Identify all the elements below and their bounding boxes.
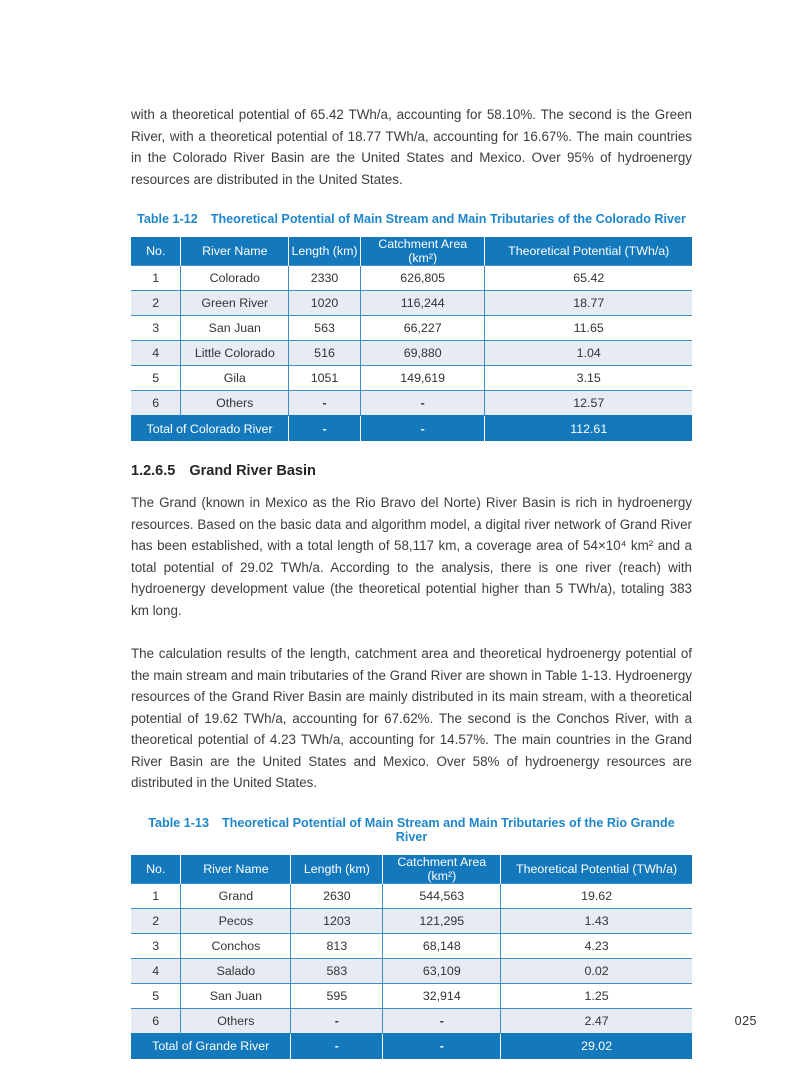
- table-cell: 121,295: [383, 908, 501, 933]
- table-cell: 5: [131, 983, 181, 1008]
- table-cell: 1.43: [501, 908, 692, 933]
- table-cell: 1.04: [485, 341, 692, 366]
- column-header: No.: [131, 237, 181, 266]
- table-caption-label: Table 1-13: [148, 815, 209, 830]
- table-cell: -: [291, 1008, 383, 1033]
- table-cell: 516: [289, 341, 361, 366]
- table-cell: Gila: [181, 366, 289, 391]
- section-number: 1.2.6.5: [131, 463, 176, 479]
- table-cell: 1: [131, 883, 181, 908]
- table-cell: Green River: [181, 291, 289, 316]
- table-cell: Little Colorado: [181, 341, 289, 366]
- total-row-cell: 29.02: [501, 1033, 692, 1059]
- table-cell: 813: [291, 933, 383, 958]
- table-caption-label: Table 1-12: [137, 212, 198, 226]
- table-cell: 68,148: [383, 933, 501, 958]
- table-row: [131, 391, 692, 416]
- total-row-cell: -: [360, 416, 485, 442]
- section-title: Grand River Basin: [189, 463, 316, 479]
- table-cell: Colorado: [181, 266, 289, 291]
- table-cell: -: [360, 391, 485, 416]
- table-cell: Others: [181, 1008, 291, 1033]
- table-cell: 583: [291, 958, 383, 983]
- table-cell: Salado: [181, 958, 291, 983]
- table-cell: 32,914: [383, 983, 501, 1008]
- table-cell: 3.15: [485, 366, 692, 391]
- page-number: 025: [734, 1014, 757, 1028]
- paragraph-grand-basin-intro: The Grand (known in Mexico as the Rio Bravo del Norte) River Basin is rich in hydroenergy resources. Based on the basic data and algorithm model, a digital river network of Grand River has been established, with a total length of 58,117 km, a coverage area of 54×10⁴ km² and a total potential of 29.02 TWh/a. According to the analysis, there is one river (reach) with hydroenergy development value (the theoretical potential higher than 5 TWh/a), totaling 383 km long.: [131, 495, 692, 618]
- total-row-cell: 112.61: [485, 416, 692, 442]
- column-header: Length (km): [289, 237, 361, 266]
- table-1-12-block: [131, 212, 692, 441]
- table-cell: 19.62: [501, 883, 692, 908]
- column-header: River Name: [181, 237, 289, 266]
- table-row: [131, 983, 692, 1008]
- table-total-row: [131, 416, 692, 442]
- paragraph-colorado-summary: with a theoretical potential of 65.42 TWh/a, accounting for 58.10%. The second is the Green River, with a theoretical potential of 18.77 TWh/a, accounting for 16.67%. The main countries in the Colorado River Basin are the United States and Mexico. Over 95% of hydroenergy resources are distributed in the United States.: [131, 107, 692, 187]
- table-row: [131, 933, 692, 958]
- table-cell: 65.42: [485, 266, 692, 291]
- column-header: Theoretical Potential (TWh/a): [485, 237, 692, 266]
- table-1-13-block: [131, 816, 692, 1059]
- table-cell: 626,805: [360, 266, 485, 291]
- table-cell: -: [383, 1008, 501, 1033]
- table-cell: 1051: [289, 366, 361, 391]
- column-header: Catchment Area (km²): [360, 237, 485, 266]
- table-cell: Others: [181, 391, 289, 416]
- table-cell: 63,109: [383, 958, 501, 983]
- table-cell: 6: [131, 391, 181, 416]
- table-cell: Grand: [181, 883, 291, 908]
- table-cell: 2: [131, 908, 181, 933]
- total-row-cell: -: [383, 1033, 501, 1059]
- table-1-13-caption: [131, 816, 692, 844]
- table-row: [131, 366, 692, 391]
- table-cell: 0.02: [501, 958, 692, 983]
- table-cell: 2630: [291, 883, 383, 908]
- section-heading: [131, 463, 692, 479]
- table-cell: 18.77: [485, 291, 692, 316]
- table-cell: 1: [131, 266, 181, 291]
- table-cell: -: [289, 391, 361, 416]
- table-row: [131, 883, 692, 908]
- table-1-13: [131, 855, 692, 1059]
- column-header: Theoretical Potential (TWh/a): [501, 855, 692, 884]
- table-cell: 4.23: [501, 933, 692, 958]
- table-cell: 12.57: [485, 391, 692, 416]
- table-total-row: [131, 1033, 692, 1059]
- table-row: [131, 958, 692, 983]
- page-content: [131, 104, 692, 1077]
- table-caption-title: Theoretical Potential of Main Stream and Main Tributaries of the Colorado River: [210, 212, 686, 226]
- table-cell: 149,619: [360, 366, 485, 391]
- table-cell: 11.65: [485, 316, 692, 341]
- total-row-cell: -: [291, 1033, 383, 1059]
- table-cell: 1020: [289, 291, 361, 316]
- table-cell: 116,244: [360, 291, 485, 316]
- column-header: Length (km): [291, 855, 383, 884]
- table-cell: Conchos: [181, 933, 291, 958]
- column-header: Catchment Area (km²): [383, 855, 501, 884]
- table-cell: 2.47: [501, 1008, 692, 1033]
- table-cell: 3: [131, 316, 181, 341]
- table-cell: 563: [289, 316, 361, 341]
- paragraph-grand-basin-results: The calculation results of the length, catchment area and theoretical hydroenergy potential of the main stream and main tributaries of the Grand River are shown in Table 1-13. Hydroenergy resources of the Grand River Basin are mainly distributed in its main stream, with a theoretical potential of 19.62 TWh/a, accounting for 67.62%. The second is the Conchos River, with a theoretical potential of 4.23 TWh/a, accounting for 14.57%. The main countries in the Grand River Basin are the United States and Mexico. Over 58% of hydroenergy resources are distributed in the United States.: [131, 646, 692, 790]
- table-1-12: [131, 237, 692, 441]
- table-cell: Pecos: [181, 908, 291, 933]
- table-cell: 2: [131, 291, 181, 316]
- total-row-cell: -: [289, 416, 361, 442]
- table-cell: San Juan: [181, 316, 289, 341]
- table-header-row: [131, 237, 692, 266]
- table-row: [131, 341, 692, 366]
- table-cell: San Juan: [181, 983, 291, 1008]
- table-cell: 1.25: [501, 983, 692, 1008]
- table-cell: 4: [131, 341, 181, 366]
- table-cell: 66,227: [360, 316, 485, 341]
- total-row-label: Total of Colorado River: [131, 416, 289, 442]
- table-cell: 595: [291, 983, 383, 1008]
- table-cell: 2330: [289, 266, 361, 291]
- table-cell: 544,563: [383, 883, 501, 908]
- table-cell: 1203: [291, 908, 383, 933]
- table-cell: 5: [131, 366, 181, 391]
- table-cell: 4: [131, 958, 181, 983]
- table-cell: 3: [131, 933, 181, 958]
- table-row: [131, 266, 692, 291]
- table-row: [131, 908, 692, 933]
- total-row-label: Total of Grande River: [131, 1033, 291, 1059]
- table-caption-title: Theoretical Potential of Main Stream and Main Tributaries of the Rio Grande River: [221, 815, 675, 844]
- table-cell: 6: [131, 1008, 181, 1033]
- table-row: [131, 291, 692, 316]
- table-row: [131, 1008, 692, 1033]
- table-cell: 69,880: [360, 341, 485, 366]
- table-1-12-caption: [131, 212, 692, 226]
- column-header: No.: [131, 855, 181, 884]
- column-header: River Name: [181, 855, 291, 884]
- table-header-row: [131, 855, 692, 884]
- table-row: [131, 316, 692, 341]
